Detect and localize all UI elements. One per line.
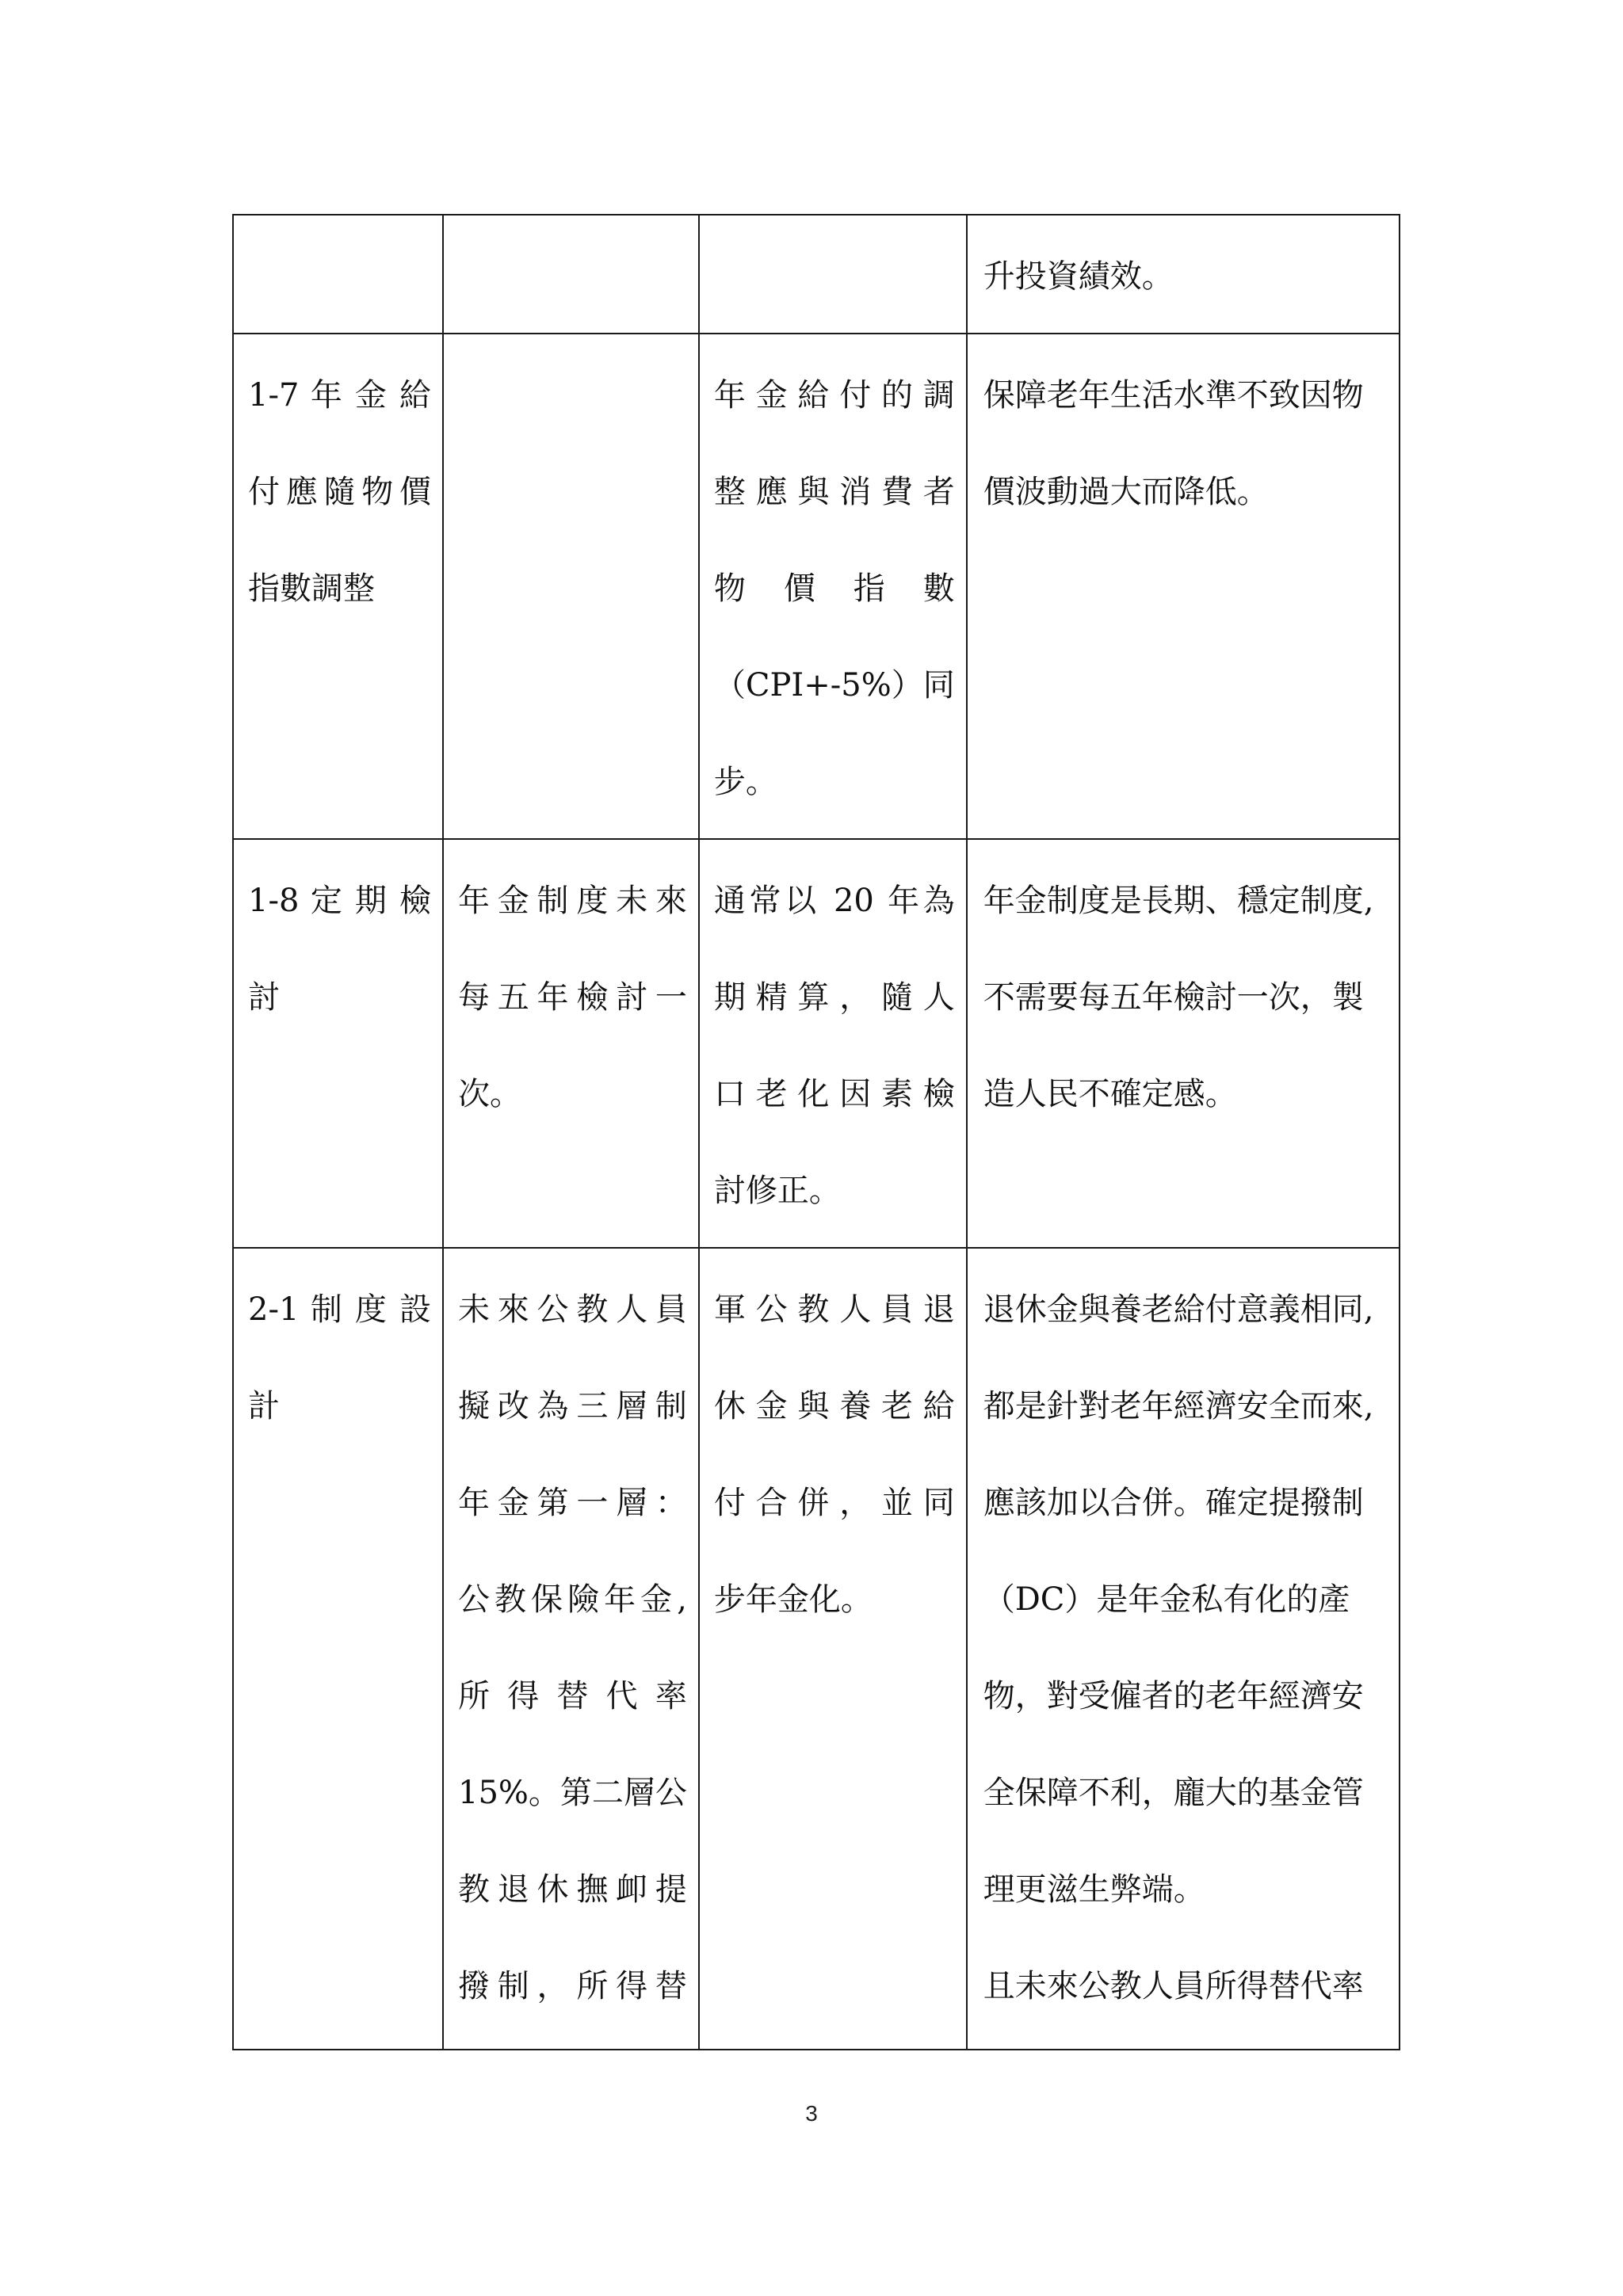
table-row [233, 215, 1400, 334]
cell-text-line: 軍公教人員退 [713, 1291, 955, 1328]
table-cell-item [233, 839, 443, 1248]
cell-text-line: 價波動過大而降低。 [983, 474, 1269, 510]
cell-text-line: 討修正。 [713, 1173, 841, 1209]
table-cell-proposal [443, 1248, 699, 2050]
cell-text-line: 整應與消費者 [713, 474, 955, 510]
cell-text-line: 升投資績效。 [983, 258, 1174, 295]
cell-text-line: 1-8 定 期 檢 [248, 883, 431, 919]
cell-text-line: 退休金與養老給付意義相同, [983, 1291, 1374, 1328]
cell-text-line: 計 [248, 1388, 280, 1425]
table-cell-reason [967, 839, 1400, 1248]
cell-text-line: 休金與養老給 [713, 1388, 955, 1425]
cell-text-line: 教退休撫卹提 [458, 1871, 687, 1908]
cell-text-line: 年金給付的調 [713, 377, 955, 414]
cell-text-line: 年金制度未來 [458, 883, 687, 919]
cell-text-line: 年金制度是長期、穩定制度, [983, 883, 1374, 919]
table-cell-item [233, 334, 443, 839]
table-cell-suggestion [699, 1248, 967, 2050]
cell-text-line: 付應隨物價 [248, 474, 431, 510]
table-row [233, 839, 1400, 1248]
table-row [233, 1248, 1400, 2050]
cell-text-line: （CPI+-5%）同 [713, 667, 955, 704]
table-cell-proposal [443, 334, 699, 839]
cell-text-line: 2-1 制 度 設 [248, 1291, 431, 1328]
table-row [233, 334, 1400, 839]
cell-text-line: 年金第一層： [458, 1485, 687, 1521]
page-number: 3 [805, 2101, 818, 2126]
cell-text-line: （DC）是年金私有化的產 [983, 1581, 1350, 1618]
cell-text-line: 全保障不利，龐大的基金管 [983, 1775, 1364, 1811]
cell-text-line: 撥制，所得替 [458, 1968, 687, 2004]
table-cell-proposal [443, 215, 699, 334]
cell-text-line: 次。 [458, 1076, 521, 1112]
cell-text-line: 理更滋生弊端。 [983, 1871, 1205, 1908]
table-cell-item [233, 1248, 443, 2050]
table-cell-suggestion [699, 839, 967, 1248]
cell-text-line: 物 價 指 數 [713, 570, 955, 607]
cell-text-line: 步。 [713, 764, 777, 800]
cell-text-line: 步年金化。 [713, 1581, 873, 1618]
cell-text-line: 公教保險年金, [458, 1581, 687, 1618]
policy-comparison-table [232, 214, 1400, 2050]
cell-text-line: 所 得 替 代 率 [458, 1678, 687, 1714]
cell-text-line: 指數調整 [248, 570, 375, 607]
table-cell-reason [967, 334, 1400, 839]
table-cell-proposal [443, 839, 699, 1248]
table-cell-item [233, 215, 443, 334]
table-cell-suggestion [699, 215, 967, 334]
cell-text-line: 通常以 20 年為 [713, 883, 955, 919]
cell-text-line: 且未來公教人員所得替代率 [983, 1968, 1364, 2004]
cell-text-line: 保障老年生活水準不致因物 [983, 377, 1364, 414]
cell-text-line: 討 [248, 979, 280, 1016]
cell-text-line: 未來公教人員 [458, 1291, 687, 1328]
table-cell-reason [967, 1248, 1400, 2050]
cell-text-line: 擬改為三層制 [458, 1388, 687, 1425]
cell-text-line: 口老化因素檢 [713, 1076, 955, 1112]
cell-text-line: 1-7 年 金 給 [248, 377, 431, 414]
cell-text-line: 物，對受僱者的老年經濟安 [983, 1678, 1364, 1714]
table-cell-reason [967, 215, 1400, 334]
cell-text-line: 15%。第二層公 [458, 1775, 687, 1811]
cell-text-line: 應該加以合併。確定提撥制 [983, 1485, 1364, 1521]
table-cell-suggestion [699, 334, 967, 839]
cell-text-line: 造人民不確定感。 [983, 1076, 1237, 1112]
cell-text-line: 都是針對老年經濟安全而來, [983, 1388, 1374, 1425]
cell-text-line: 期精算，隨人 [713, 979, 955, 1016]
cell-text-line: 每五年檢討一 [458, 979, 687, 1016]
cell-text-line: 付合併，並同 [713, 1485, 955, 1521]
cell-text-line: 不需要每五年檢討一次，製 [983, 979, 1364, 1016]
